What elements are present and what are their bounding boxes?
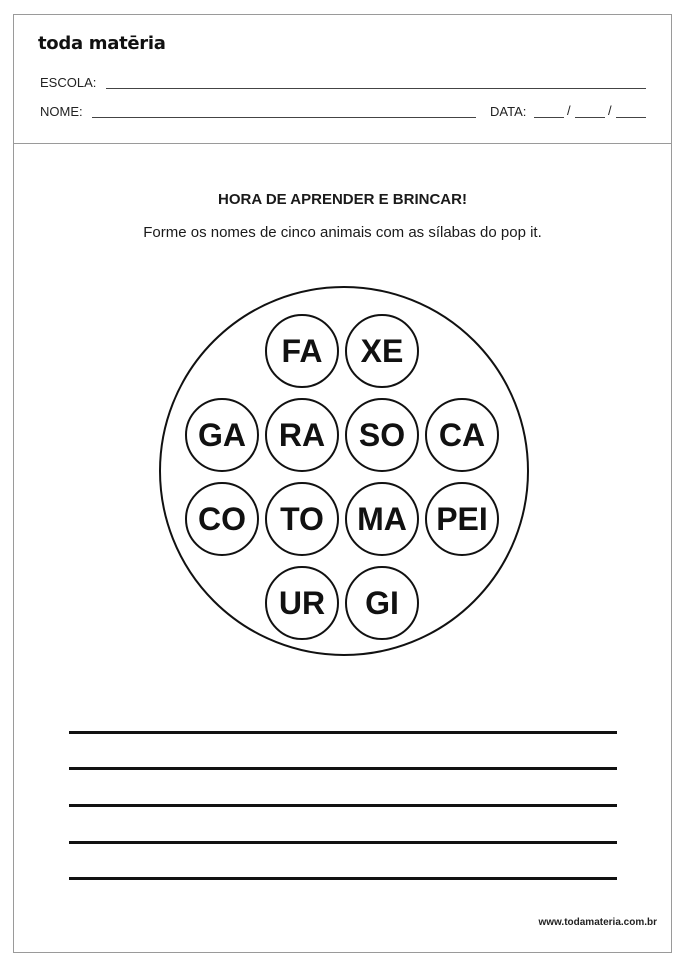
- activity-title: HORA DE APRENDER E BRINCAR!: [218, 191, 467, 208]
- date-separator: /: [608, 103, 612, 118]
- syllable-bubble: PEI: [425, 482, 499, 556]
- syllable-bubble: SO: [345, 398, 419, 472]
- syllable-bubble: GI: [345, 566, 419, 640]
- answer-line-2[interactable]: [69, 767, 617, 770]
- worksheet-header: [14, 15, 671, 144]
- answer-line-4[interactable]: [69, 841, 617, 844]
- syllable-bubble: TO: [265, 482, 339, 556]
- syllable-bubble: GA: [185, 398, 259, 472]
- syllable-bubble: MA: [345, 482, 419, 556]
- answer-line-3[interactable]: [69, 804, 617, 807]
- date-label: DATA:: [490, 104, 527, 119]
- syllable-bubble: CA: [425, 398, 499, 472]
- pop-it-circle: [159, 286, 529, 656]
- brand-logo: toda matēria: [38, 33, 166, 54]
- date-day-field[interactable]: [534, 117, 564, 118]
- name-field[interactable]: [92, 117, 476, 118]
- answer-line-1[interactable]: [69, 731, 617, 734]
- date-separator: /: [567, 103, 571, 118]
- answer-line-5[interactable]: [69, 877, 617, 880]
- footer-website: www.todamateria.com.br: [538, 917, 657, 928]
- syllable-bubble: FA: [265, 314, 339, 388]
- date-month-field[interactable]: [575, 117, 605, 118]
- activity-instruction: Forme os nomes de cinco animais com as sílabas do pop it.: [143, 224, 542, 241]
- syllable-bubble: CO: [185, 482, 259, 556]
- date-year-field[interactable]: [616, 117, 646, 118]
- syllable-bubble: XE: [345, 314, 419, 388]
- school-label: ESCOLA:: [40, 75, 97, 90]
- name-label: NOME:: [40, 104, 83, 119]
- school-field[interactable]: [106, 88, 646, 89]
- syllable-bubble: RA: [265, 398, 339, 472]
- syllable-bubble: UR: [265, 566, 339, 640]
- worksheet: [13, 14, 672, 953]
